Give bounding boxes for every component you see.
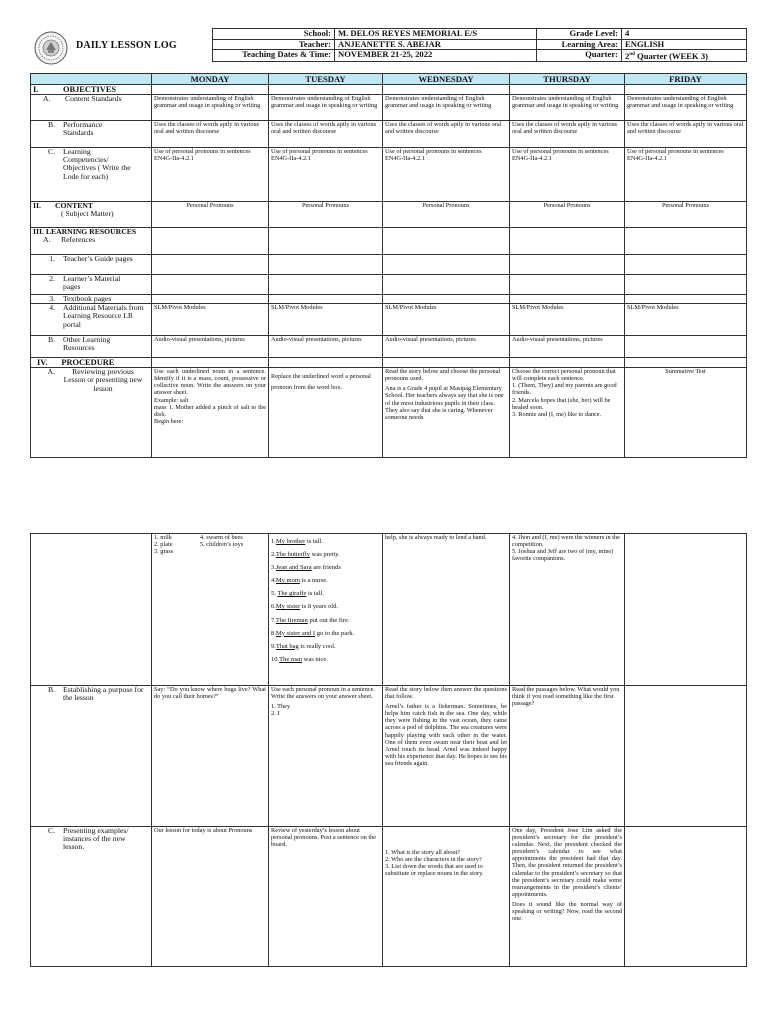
grade-label: Grade Level: bbox=[537, 29, 622, 40]
av-mon: Audio-visual presentations, pictures bbox=[152, 336, 269, 358]
purpose-label: B. Establishing a purpose for the lesson bbox=[31, 686, 152, 827]
sentence-item: 1.My brother is tall. bbox=[271, 538, 323, 545]
slm-tue: SLM/Pivot Modules bbox=[269, 304, 383, 336]
sentence-item: 8.My sister and I go to the park. bbox=[271, 629, 355, 637]
choices-cont-thu: 4. Jhon and (I, me) were the winners in the competition. 5. Joshua and Jeff are two of (my, mine) favorite companions. bbox=[510, 534, 625, 686]
objectives-label: I. OBJECTIVES bbox=[31, 85, 152, 95]
performance-standard-wed: Uses the classes of words aptly in various oral and written discourse bbox=[383, 121, 510, 148]
sentence-item: 5. The giraffe is tall. bbox=[271, 590, 324, 598]
competencies-label: C. Learning Competencies/ Objectives ( Write the Lode for each) bbox=[31, 148, 152, 202]
content-standard-mon: Demonstrates understanding of English grammar and usage in speaking or writing bbox=[152, 95, 269, 121]
dates-label: Teaching Dates & Time: bbox=[213, 50, 335, 62]
presenting-label: C. Presenting examples/ instances of the new lesson. bbox=[31, 827, 152, 967]
sentence-item: 4.My mom is a nurse. bbox=[271, 577, 328, 585]
lesson-log-table-continued bbox=[30, 533, 747, 967]
review-wed: Read the story below and choose the personal pronouns used. Ana is a Grade 4 pupil at Masipag Elementary School. Her teachers always say that she is one of the most industrious pupils in their class. They also say that she is caring. Whenever someone needs bbox=[383, 368, 510, 458]
day-tuesday: TUESDAY bbox=[269, 74, 383, 85]
purpose-mon: Say: “Do you know where bugs live? What do you call their homes?” bbox=[152, 686, 269, 827]
competency-thu: Use of personal pronouns in sentences EN4G-IIa-4.2.1 bbox=[510, 148, 625, 202]
deped-seal-icon bbox=[34, 31, 68, 65]
performance-standard-thu: Uses the classes of words aptly in various oral and written discourse bbox=[510, 121, 625, 148]
present-mon: Our lesson for today is about Pronouns bbox=[152, 827, 269, 967]
teachers-guide-label: 1. Teacher’s Guide pages bbox=[31, 255, 152, 275]
competency-mon: Use of personal pronouns in sentences EN4G-IIa-4.2.1 bbox=[152, 148, 269, 202]
review-fri: Summative Test bbox=[625, 368, 747, 458]
slm-thu: SLM/Pivot Modules bbox=[510, 304, 625, 336]
competency-wed: Use of personal pronouns in sentences EN4G-IIa-4.2.1 bbox=[383, 148, 510, 202]
area-value: ENGLISH bbox=[622, 39, 747, 50]
content-standards-label: A. Content Standards bbox=[31, 95, 152, 121]
day-monday: MONDAY bbox=[152, 74, 269, 85]
quarter-value bbox=[622, 50, 747, 62]
slm-fri: SLM/Pivot Modules bbox=[625, 304, 747, 336]
subject-wed: Personal Pronouns bbox=[383, 202, 510, 228]
performance-standard-fri: Uses the classes of words aptly in various oral and written discourse bbox=[625, 121, 747, 148]
review-mon: Use each underlined noun in a sentence. Identify if it is a mass, count, possessive or collective noun. Write the answers on your answer sheet. Example: salt mass 1. Mother added a pinch of salt to the dish. Begin here: bbox=[152, 368, 269, 458]
learners-material-label: 2. Learner’s Material pages bbox=[31, 275, 152, 295]
av-tue: Audio-visual presentations, pictures bbox=[269, 336, 383, 358]
competency-tue: Use of personal pronouns in sentences EN4G-IIa-4.2.1 bbox=[269, 148, 383, 202]
header-info-table bbox=[212, 28, 747, 62]
performance-standard-tue: Uses the classes of words aptly in various oral and written discourse bbox=[269, 121, 383, 148]
page-title: DAILY LESSON LOG bbox=[76, 40, 177, 51]
purpose-wed: Read the story below then answer the questions that follow. Arnel’s father is a fisherman. Sometimes, he helps him catch fish in the sea. One day, while they were fishing in the vast ocean, they came across a pod of dolphins. The sea creatures were happily playing with each other in the water. One of them even swam near their boat and let Arnel touch its head. Arnel was indeed happy with his experience that day. He hopes to see his sea friends again. bbox=[383, 686, 510, 827]
noun-list: 1. milk 4. swarm of bees 2. plate 5. children’s toys 3. grass bbox=[152, 534, 269, 686]
resources-label: III. LEARNING RESOURCES A. References bbox=[31, 228, 152, 255]
quarter-week: Quarter (WEEK 3) bbox=[634, 50, 708, 61]
slm-wed: SLM/Pivot Modules bbox=[383, 304, 510, 336]
content-standard-tue: Demonstrates understanding of English grammar and usage in speaking or writing bbox=[269, 95, 383, 121]
sentence-item: 10.The man was nice. bbox=[271, 655, 328, 663]
subject-mon: Personal Pronouns bbox=[152, 202, 269, 228]
sentence-item: 3.Jean and Sara are friends bbox=[271, 564, 341, 572]
dates-value: NOVEMBER 21-25, 2022 bbox=[335, 50, 537, 62]
av-wed: Audio-visual presentations, pictures bbox=[383, 336, 510, 358]
day-friday: FRIDAY bbox=[625, 74, 747, 85]
purpose-thu: Read the passages below. What would you think if you read something like the first passage? bbox=[510, 686, 625, 827]
review-label: A. Reviewing previous Lesson or presenting new lesson bbox=[31, 368, 152, 458]
sentence-item: 6.My sister is 8 years old. bbox=[271, 603, 338, 611]
corner-cell bbox=[31, 74, 152, 85]
sentence-list bbox=[269, 534, 383, 686]
content-standard-fri: Demonstrates understanding of English grammar and usage in speaking or writing bbox=[625, 95, 747, 121]
content-standard-wed: Demonstrates understanding of English grammar and usage in speaking or writing bbox=[383, 95, 510, 121]
sentence-item: 9.That bag is really cool. bbox=[271, 642, 336, 650]
teacher-value: ANJEANETTE S. ABEJAR bbox=[335, 39, 537, 50]
performance-standards-label: B. Performance Standards bbox=[31, 121, 152, 148]
lesson-log-table bbox=[30, 73, 747, 458]
sentence-item: 7.The fireman put out the fire. bbox=[271, 616, 350, 624]
day-wednesday: WEDNESDAY bbox=[383, 74, 510, 85]
present-thu: One day, President Jose Lim asked the president’s secretary for the president’s calendar. Next, the president checked the president’s calendar to see what appointments the president had that day. Then, the president returned the president’s calendar to the president’s secretary so that the president’s secretary could make some rearrangements in the president’s clients’ appointments. Does it sound like the normal way of speaking or writing? Now, read the second one. bbox=[510, 827, 625, 967]
av-thu: Audio-visual presentations, pictures bbox=[510, 336, 625, 358]
quarter-label: Quarter: bbox=[537, 50, 622, 62]
quarter-ordinal: nd bbox=[629, 52, 635, 57]
additional-materials-label: 4. Additional Materials from Learning Resource LR portal bbox=[31, 304, 152, 336]
grade-value: 4 bbox=[622, 29, 747, 40]
story-cont-wed: help, she is always ready to lend a hand. bbox=[383, 534, 510, 686]
school-label: School: bbox=[213, 29, 335, 40]
content-label: II. CONTENT ( Subject Matter) bbox=[31, 202, 152, 228]
teacher-label: Teacher: bbox=[213, 39, 335, 50]
subject-tue: Personal Pronouns bbox=[269, 202, 383, 228]
area-label: Learning Area: bbox=[537, 39, 622, 50]
textbook-label: 3. Textbook pages bbox=[31, 295, 152, 304]
review-thu: Choose the correct personal pronoun that will complete each sentence. 1. (Them, They) and my parents are good friends. 2. Marcela hopes that (she, her) will be healed soon. 3. Ronnie and (I, me) like to dance. bbox=[510, 368, 625, 458]
subject-fri: Personal Pronouns bbox=[625, 202, 747, 228]
content-standard-thu: Demonstrates understanding of English grammar and usage in speaking or writing bbox=[510, 95, 625, 121]
slm-mon: SLM/Pivot Modules bbox=[152, 304, 269, 336]
purpose-tue: Use each personal pronoun in a sentence. Write the answers on your answer sheet. 1. They 2. I bbox=[269, 686, 383, 827]
procedure-label: IV. PROCEDURE bbox=[31, 358, 152, 368]
school-value: M. DELOS REYES MEMORIAL E/S bbox=[335, 29, 537, 40]
performance-standard-mon: Uses the classes of words aptly in various oral and written discourse bbox=[152, 121, 269, 148]
competency-fri: Use of personal pronouns in sentences EN4G-IIa-4.2.1 bbox=[625, 148, 747, 202]
review-tue: Replace the underlined word a personal pronoun from the word box. bbox=[269, 368, 383, 458]
sentence-item: 2.The butterfly was pretty. bbox=[271, 551, 340, 559]
present-wed: 1. What is the story all about? 2. Who are the characters in the story? 3. List down the words that are used to substitute or replace nouns in the story. bbox=[383, 827, 510, 967]
other-resources-label: B. Other Learning Resources bbox=[31, 336, 152, 358]
day-thursday: THURSDAY bbox=[510, 74, 625, 85]
quarter-number: 2 bbox=[625, 50, 630, 61]
subject-thu: Personal Pronouns bbox=[510, 202, 625, 228]
present-tue: Review of yesterday’s lesson about personal pronouns. Post a sentence on the board. bbox=[269, 827, 383, 967]
